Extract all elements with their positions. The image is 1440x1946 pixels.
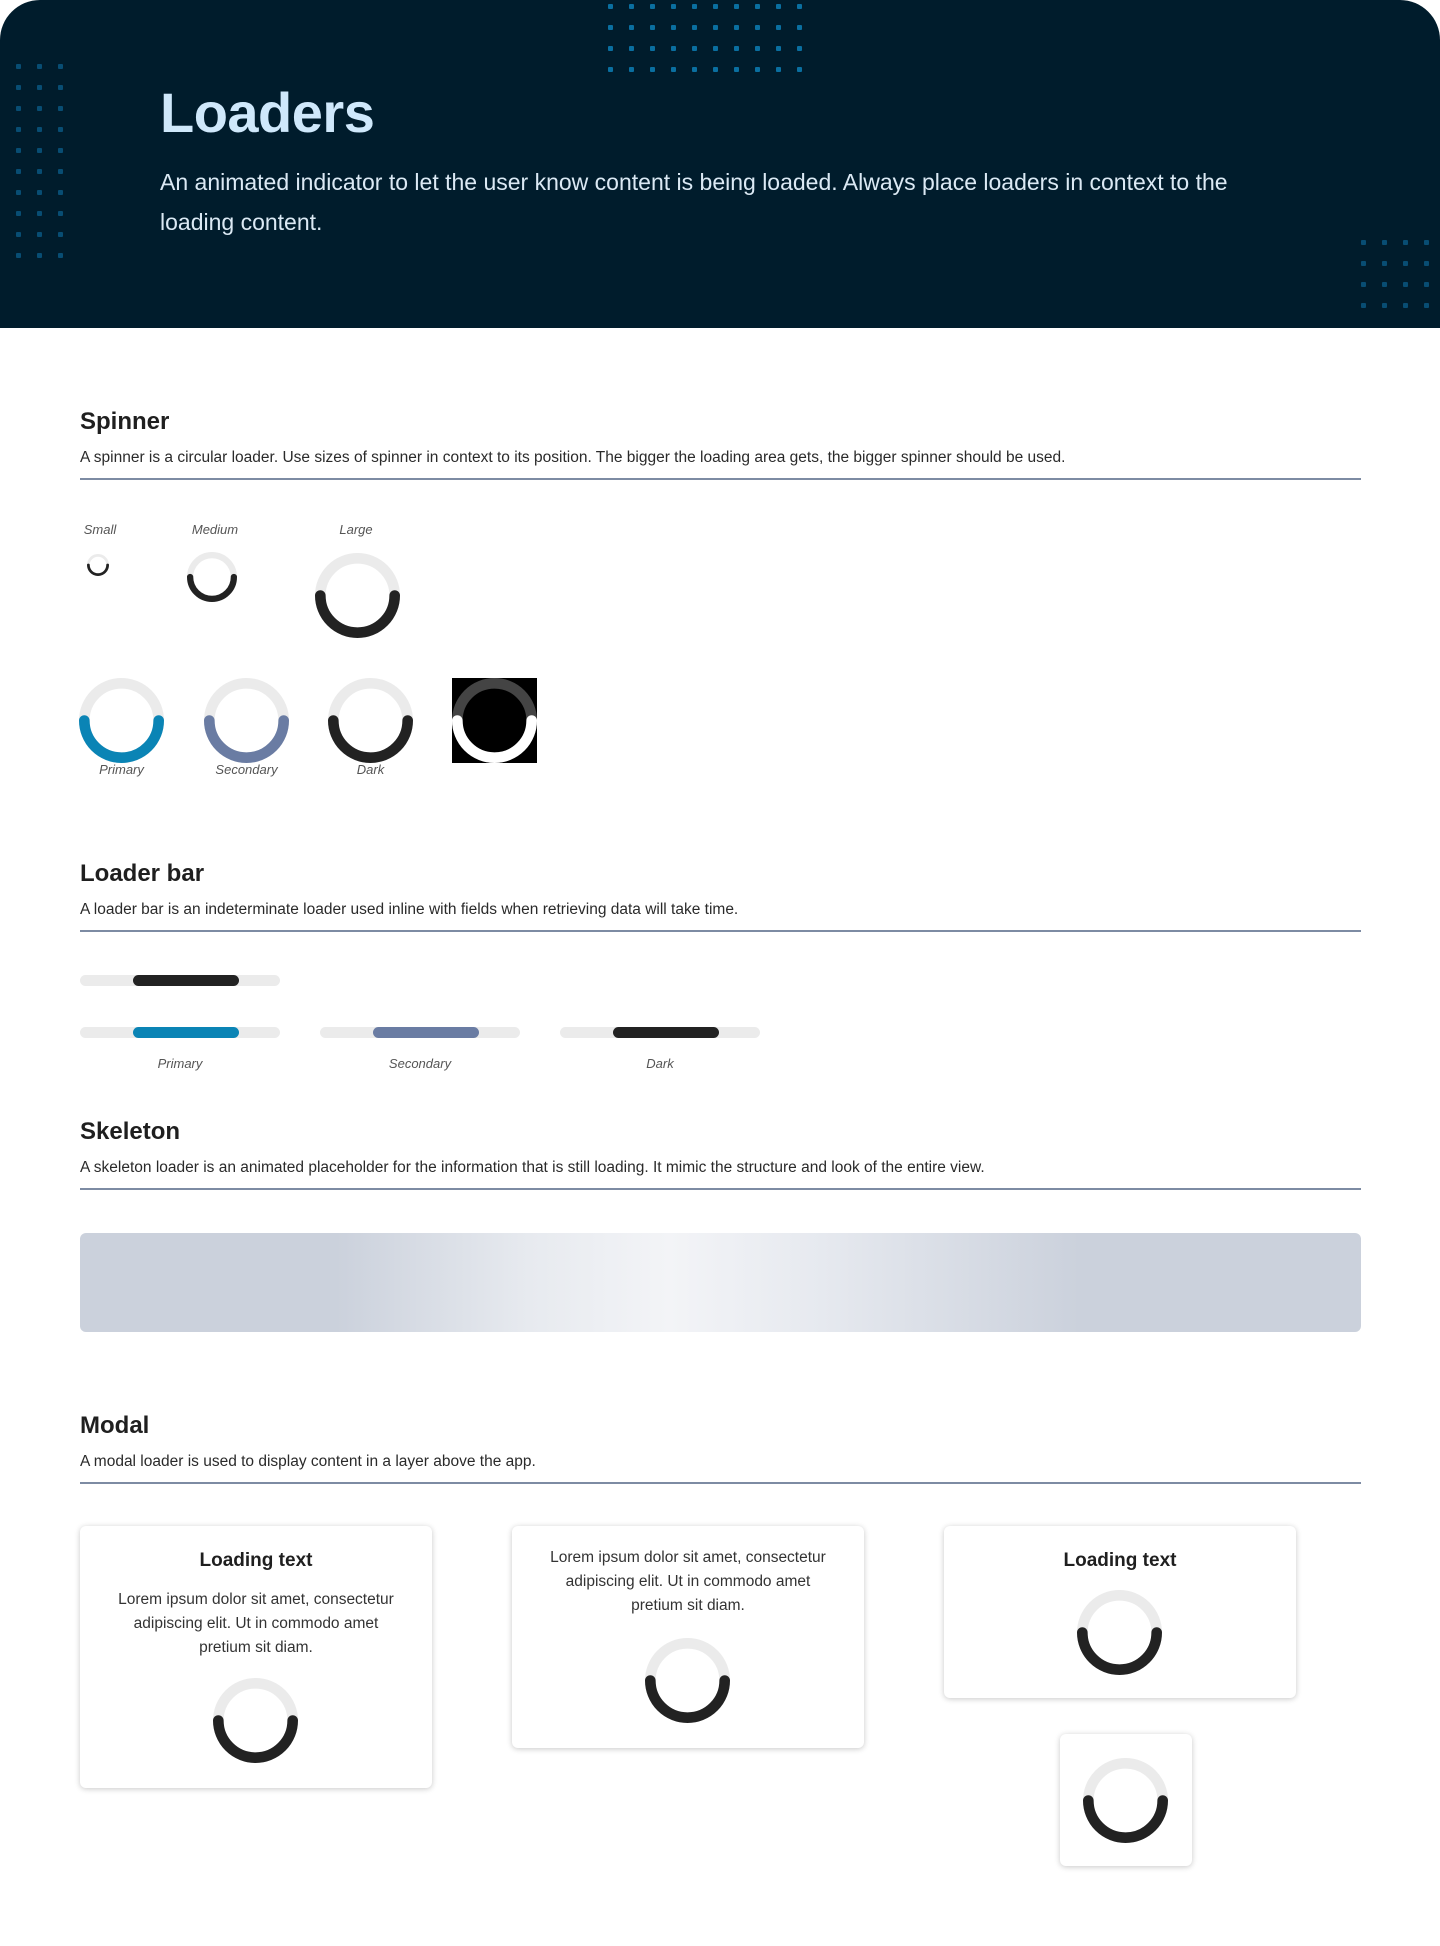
spinner-section-description: A spinner is a circular loader. Use sizes of spinner in context to its position. The bigger the loading area gets, the bigger spinner should be used. (80, 449, 1066, 466)
page-header (0, 0, 1440, 328)
spinner-arc (218, 1721, 292, 1758)
loader-bar-indicator (133, 1027, 239, 1038)
spinner-section-title: Spinner (80, 408, 170, 435)
spinner-variant-label-dark: Dark (356, 762, 385, 777)
modal-loader-title (944, 1526, 1296, 1698)
modal-section-description: A modal loader is used to display content in a layer above the app. (80, 1453, 536, 1470)
modal-title: Loading text (199, 1550, 313, 1571)
modal-body-text: Lorem ipsum dolor sit amet, consectetur adipiscing elit. Ut in commodo amet pretium sit diam. (118, 1591, 394, 1656)
section-divider (80, 930, 1361, 932)
loader-bar-indicator (373, 1027, 479, 1038)
spinner-arc (84, 721, 158, 758)
modal-spinner (645, 1638, 730, 1723)
spinner-primary (79, 678, 164, 763)
spinner-medium (187, 552, 237, 602)
spinner-arc (190, 577, 234, 599)
spinner-inverse (452, 678, 537, 763)
section-divider (80, 1482, 1361, 1484)
spinner-arc (333, 721, 407, 758)
decorative-dot-grid (1361, 240, 1429, 308)
spinner-size-label-medium: Medium (191, 522, 239, 537)
loader-bar-label-secondary: Secondary (388, 1056, 452, 1071)
modal-loader-text (512, 1526, 864, 1748)
section-divider (80, 1188, 1361, 1190)
spinner-size-label-large: Large (339, 522, 373, 537)
modal-section-title: Modal (80, 1412, 150, 1439)
loader-bar-dark (560, 1027, 760, 1038)
spinner-size-label-small: Small (83, 522, 117, 537)
decorative-dot-grid (16, 64, 63, 258)
spinner-arc (320, 596, 394, 633)
spinner-dark (328, 678, 413, 763)
modal-spinner (1083, 1758, 1168, 1843)
spinner-variant-label-primary: Primary (99, 762, 144, 777)
loader-bar-primary (80, 1027, 280, 1038)
spinner-variant-label-secondary: Secondary (215, 762, 278, 777)
loader-bar-label-primary: Primary (157, 1056, 203, 1071)
skeleton-placeholder (80, 1233, 1361, 1332)
spinner-arc (1088, 1801, 1162, 1838)
spinner-arc (457, 721, 531, 758)
loader-bar-section-title: Loader bar (80, 860, 205, 887)
spinner-arc (88, 565, 107, 575)
modal-spinner (213, 1678, 298, 1763)
spinner-secondary (204, 678, 289, 763)
spinner-large (315, 553, 400, 638)
spinner-arc (209, 721, 283, 758)
loader-bar-label-dark: Dark (646, 1056, 674, 1071)
modal-loader-title-text (80, 1526, 432, 1788)
modal-body-text: Lorem ipsum dolor sit amet, consectetur adipiscing elit. Ut in commodo amet pretium sit diam. (550, 1549, 826, 1614)
loader-bar-secondary (320, 1027, 520, 1038)
section-divider (80, 478, 1361, 480)
page-description: An animated indicator to let the user know content is being loaded. Always place loaders in context to the loading content. (160, 169, 1228, 235)
decorative-dot-grid (608, 4, 802, 72)
skeleton-section-description: A skeleton loader is an animated placeholder for the information that is still loading. It mimic the structure and look of the entire view. (80, 1159, 985, 1176)
modal-spinner (1077, 1590, 1162, 1675)
loader-bar-default (80, 975, 280, 986)
page-title: Loaders (160, 81, 375, 144)
loader-bar-indicator (613, 1027, 719, 1038)
skeleton-section-title: Skeleton (80, 1118, 181, 1145)
spinner-arc (1082, 1633, 1156, 1670)
spinner-small (87, 554, 109, 576)
spinner-arc (650, 1681, 724, 1718)
modal-loader-spinner-only (1060, 1734, 1192, 1866)
loader-bar-indicator (133, 975, 239, 986)
loader-bar-section-description: A loader bar is an indeterminate loader used inline with fields when retrieving data will take time. (80, 901, 739, 918)
modal-title: Loading text (1063, 1550, 1177, 1571)
